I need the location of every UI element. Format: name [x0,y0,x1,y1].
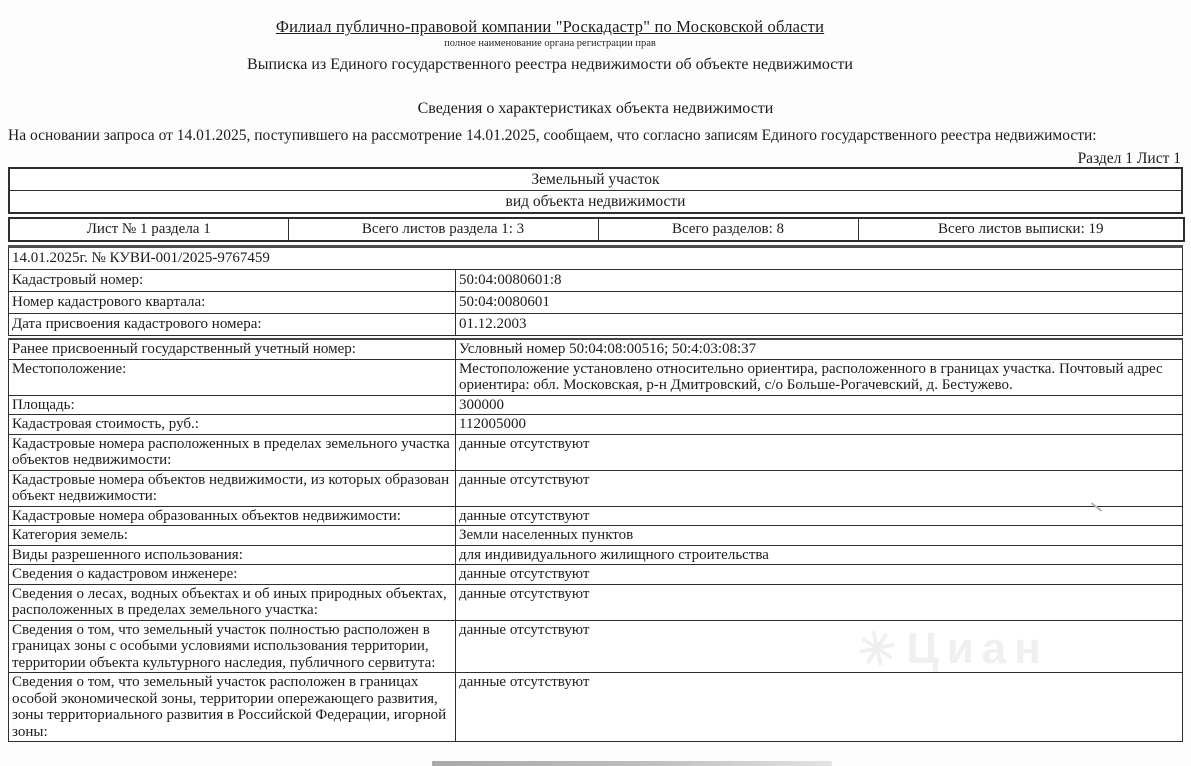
row-value: данные отсутствуют [456,620,1183,673]
row-label: Сведения о лесах, водных объектах и об иных природных объектах, расположенных в пределах земельного участка: [9,584,456,620]
section-sheet-ref: Раздел 1 Лист 1 [1077,150,1181,167]
table-row [9,168,1182,191]
table-row [9,470,1183,506]
document-header [0,17,1100,74]
row-label: Дата присвоения кадастрового номера: [12,316,262,332]
table-row [9,191,1182,214]
document-title: Выписка из Единого государственного реестра недвижимости об объекте недвижимости [247,56,853,73]
request-number: 14.01.2025г. № КУВИ-001/2025-9767459 [9,247,1183,270]
sheet-number-cell: Лист № 1 раздела 1 [86,221,211,237]
row-value: данные отсутствуют [456,565,1183,585]
row-value: Условный номер 50:04:08:00516; 50:4:03:08:37 [456,339,1183,359]
total-sheets-extract-cell: Всего листов выписки: 19 [858,218,1184,241]
row-value: Земли населенных пунктов [456,526,1183,546]
row-value: для индивидуального жилищного строительства [456,545,1183,565]
row-label: Кадастровый номер: [9,270,456,292]
table-row [9,339,1183,359]
table-row [9,314,1183,336]
row-label: Кадастровые номера расположенных в пределах земельного участка объектов недвижимости: [9,434,456,470]
table-row [9,526,1183,546]
details-table [8,338,1183,742]
table-row [9,359,1183,395]
table-row [9,247,1183,270]
row-label: Кадастровые номера образованных объектов недвижимости: [9,506,456,526]
row-value: 112005000 [456,415,1183,435]
row-value: 50:04:0080601 [456,292,1183,314]
row-label: Сведения о кадастровом инженере: [9,565,456,585]
total-sections-cell: Всего разделов: 8 [598,218,858,241]
object-kind-caption: вид объекта недвижимости [505,193,686,210]
sheet-summary-table [8,217,1185,242]
object-kind-table [8,167,1183,214]
row-label: Виды разрешенного использования: [9,545,456,565]
table-row [9,506,1183,526]
row-label: Площадь: [9,395,456,415]
next-page-edge [432,761,832,766]
table-row [9,565,1183,585]
table-row [9,218,1184,241]
row-value: 300000 [456,395,1183,415]
row-value: данные отсутствуют [456,673,1183,742]
table-row [9,434,1183,470]
row-value: данные отсутствуют [456,434,1183,470]
request-intro: На основании запроса от 14.01.2025, поступившего на рассмотрение 14.01.2025, сообщаем, что согласно записям Единого государственного реестра недвижимости: [8,127,1097,144]
row-label: Номер кадастрового квартала: [9,292,456,314]
row-label: Кадастровые номера объектов недвижимости, из которых образован объект недвижимости: [9,470,456,506]
row-value: 50:04:0080601:8 [456,270,1183,292]
row-value: Местоположение установлено относительно ориентира, расположенного в границах участка. Почтовый адрес ориентира: обл. Московская, р-н Дмитровский, с/о Больше-Рогачевский, д. Бестужево. [456,359,1183,395]
row-label: Местоположение: [9,359,456,395]
row-value: данные отсутствуют [456,506,1183,526]
table-row [9,545,1183,565]
section-title: Сведения о характеристиках объекта недвижимости [417,100,774,117]
object-kind-value: Земельный участок [9,168,1182,191]
row-value: 01.12.2003 [456,314,1183,336]
table-row [9,292,1183,314]
table-row [9,270,1183,292]
row-label: Сведения о том, что земельный участок расположен в границах особой экономической зоны, территории опережающего развития, зоны территориального развития в Российской Федерации, игорной зоны: [12,674,447,740]
table-row [9,584,1183,620]
table-row [9,395,1183,415]
row-label: Категория земель: [9,526,456,546]
total-sheets-section-cell: Всего листов раздела 1: 3 [288,218,598,241]
row-label: Сведения о том, что земельный участок полностью расположен в границах зоны с особыми условиями использования территории, территории объекта культурного наследия, публичного сервитута: [9,620,456,673]
table-row [9,415,1183,435]
row-label: Ранее присвоенный государственный учетный номер: [9,339,456,359]
org-name: Филиал публично-правовой компании "Роскадастр" по Московской области [275,17,825,36]
table-row [9,620,1183,673]
row-label: Кадастровая стоимость, руб.: [9,415,456,435]
registry-table [8,245,1183,336]
row-value: данные отсутствуют [456,470,1183,506]
table-row [9,673,1183,742]
row-value: данные отсутствуют [456,584,1183,620]
org-name-caption: полное наименование органа регистрации прав [444,38,656,49]
